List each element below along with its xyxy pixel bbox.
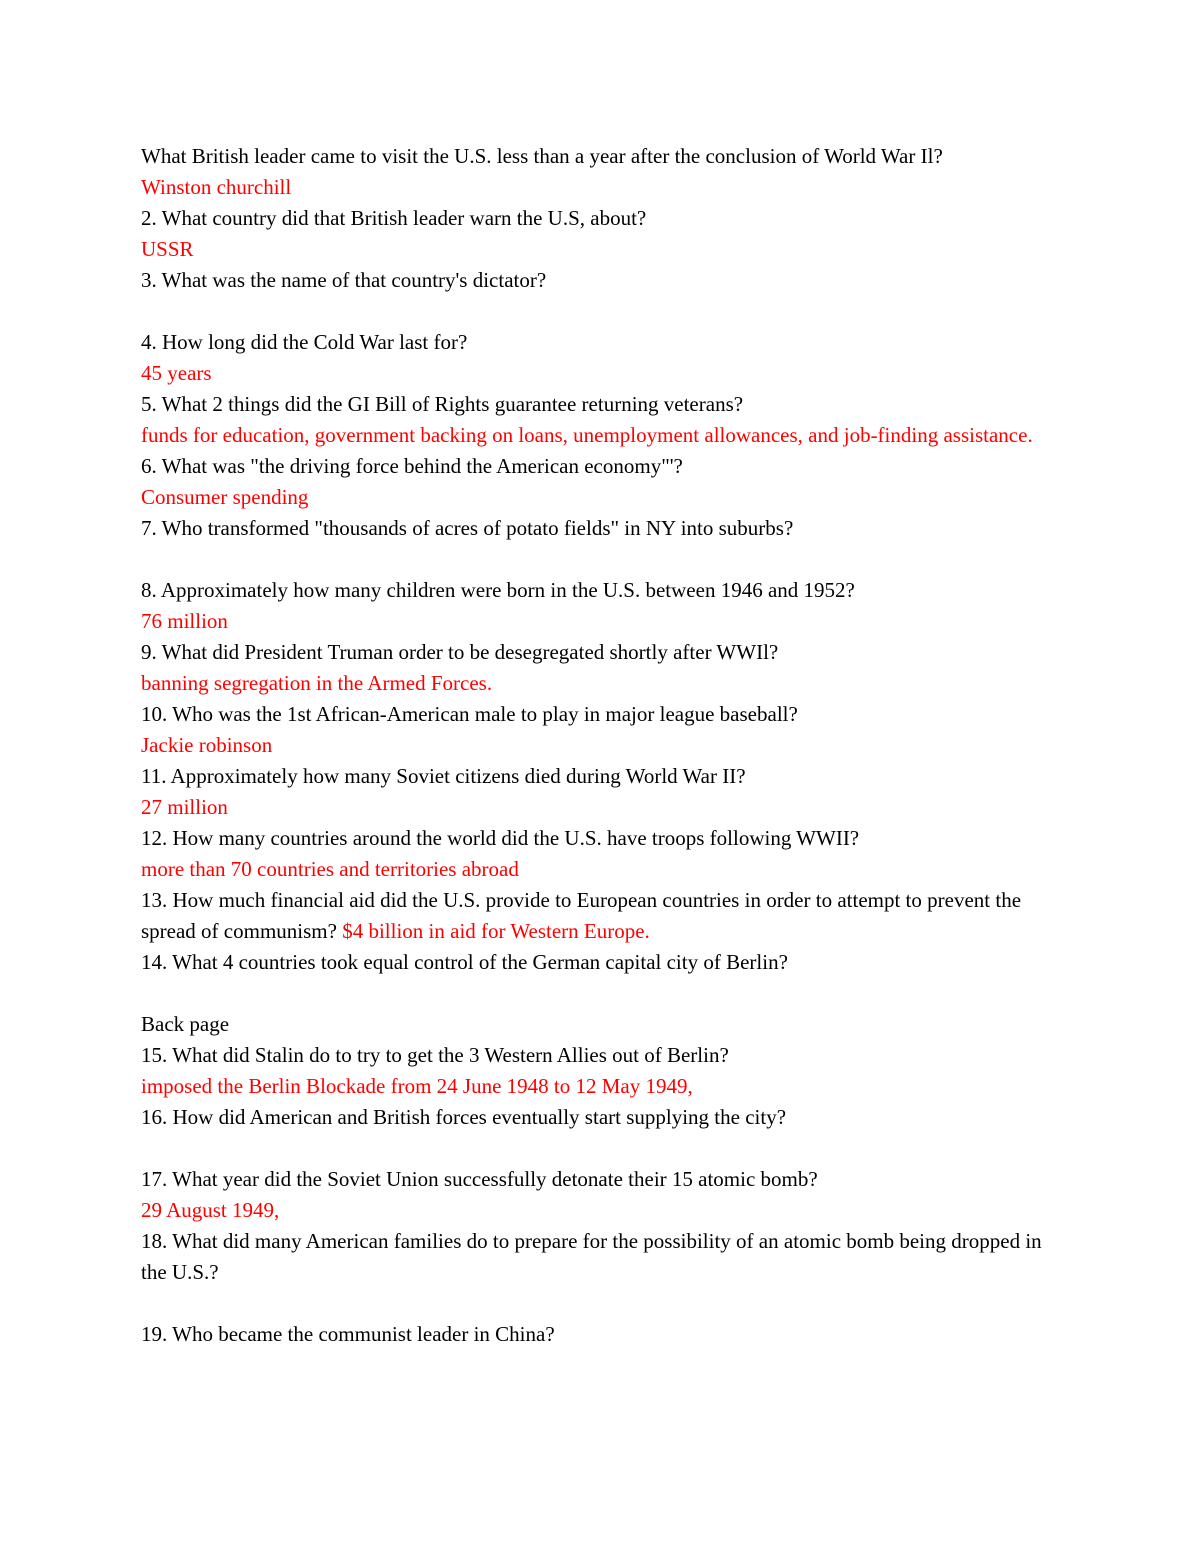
question-14: 14. What 4 countries took equal control of the German capital city of Berlin? [141, 950, 788, 974]
question-13: 13. How much financial aid did the U.S. provide to European countries in order to attempt to prevent the spread of communism? [141, 888, 1022, 943]
answer-10: Jackie robinson [141, 733, 273, 757]
question-16: 16. How did American and British forces eventually start supplying the city? [141, 1105, 787, 1129]
document-page [141, 141, 1061, 1350]
question-13-block [141, 885, 1061, 947]
answer-11: 27 million [141, 795, 228, 819]
question-15: 15. What did Stalin do to try to get the 3 Western Allies out of Berlin? [141, 1043, 729, 1067]
answer-15: imposed the Berlin Blockade from 24 June 1948 to 12 May 1949, [141, 1074, 693, 1098]
question-18: 18. What did many American families do to prepare for the possibility of an atomic bomb being dropped in the U.S.? [141, 1229, 1042, 1284]
question-9: 9. What did President Truman order to be desegregated shortly after WWIl? [141, 640, 779, 664]
answer-4: 45 years [141, 361, 212, 385]
answer-6: Consumer spending [141, 485, 309, 509]
question-6: 6. What was "the driving force behind the American economy"'? [141, 454, 683, 478]
answer-12: more than 70 countries and territories abroad [141, 857, 519, 881]
blank-line [141, 544, 1061, 575]
answer-1: Winston churchill [141, 175, 292, 199]
question-11: 11. Approximately how many Soviet citizens died during World War II? [141, 764, 746, 788]
answer-5: funds for education, government backing on loans, unemployment allowances, and job-finding assistance. [141, 423, 1033, 447]
answer-8: 76 million [141, 609, 228, 633]
question-19: 19. Who became the communist leader in China? [141, 1322, 555, 1346]
blank-line [141, 978, 1061, 1009]
answer-13: $4 billion in aid for Western Europe. [342, 919, 650, 943]
question-5: 5. What 2 things did the GI Bill of Rights guarantee returning veterans? [141, 392, 744, 416]
question-1: What British leader came to visit the U.S. less than a year after the conclusion of World War Il? [141, 144, 943, 168]
question-10: 10. Who was the 1st African-American male to play in major league baseball? [141, 702, 798, 726]
answer-2: USSR [141, 237, 194, 261]
blank-line [141, 1288, 1061, 1319]
answer-9: banning segregation in the Armed Forces. [141, 671, 493, 695]
blank-line [141, 1133, 1061, 1164]
question-7: 7. Who transformed "thousands of acres of potato fields" in NY into suburbs? [141, 516, 794, 540]
question-3: 3. What was the name of that country's dictator? [141, 268, 547, 292]
question-4: 4. How long did the Cold War last for? [141, 330, 468, 354]
answer-17: 29 August 1949, [141, 1198, 280, 1222]
question-8: 8. Approximately how many children were born in the U.S. between 1946 and 1952? [141, 578, 855, 602]
question-2: 2. What country did that British leader warn the U.S, about? [141, 206, 647, 230]
question-12: 12. How many countries around the world did the U.S. have troops following WWII? [141, 826, 860, 850]
question-17: 17. What year did the Soviet Union successfully detonate their 15 atomic bomb? [141, 1167, 818, 1191]
blank-line [141, 296, 1061, 327]
back-page-label: Back page [141, 1012, 230, 1036]
